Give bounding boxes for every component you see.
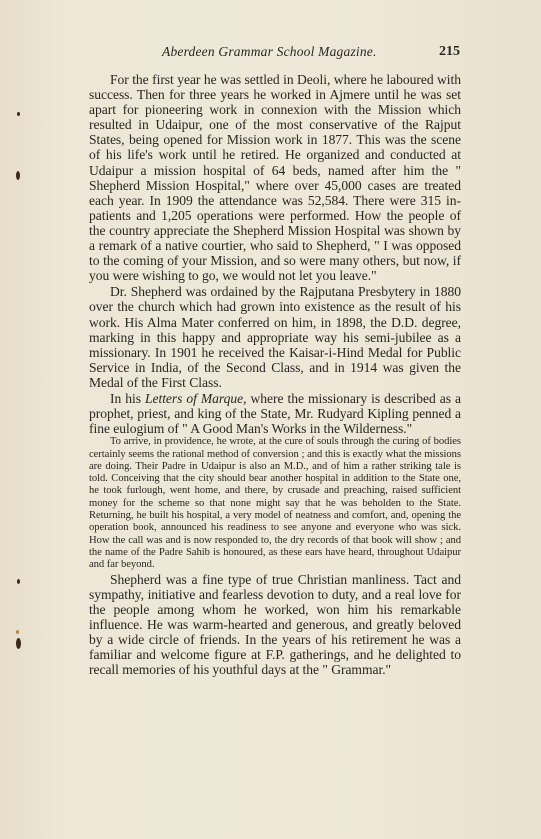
margin-speck [16, 630, 19, 634]
paragraph-letters-of-marque [89, 391, 461, 436]
kipling-quote: To arrive, in providence, he wrote, at the cure of souls through the curing of bodies certainly seems the rational method of conversion ; and this is exactly what the missions are doing. Their Padre in Udaipur is also an M.D., and of him a rather striking tale is told. Conceiving that the city should bear another hospital in addition to the State one, he took furlough, went home, and there, by crusade and preaching, raised sufficient money for the scheme so that none might say that he was beholden to the State. Returning, he built his hospital, a very model of neatness and comfort, and, opening the operation book, announced his readiness to see anyone and everyone who was sick. How the call was and is now responded to, the dry records of that book will show ; and the name of the Padre Sahib is honoured, as these ears have heard, throughout Udaipur and far beyond. [89, 436, 461, 571]
article-body [89, 72, 461, 677]
paragraph-ordination: Dr. Shepherd was ordained by the Rajputana Presbytery in 1880 over the church which had grown into existence as the result of his work. His Alma Mater conferred on him, in 1898, the D.D. degree, marking in this happy and appropriate way his semi-jubilee as a missionary. In 1901 he received the Kaisar-i-Hind Medal for Public Service in India, of the Second Class, and in 1914 was given the Medal of the First Class. [89, 284, 461, 390]
book-title: Letters of Marque [144, 390, 244, 406]
running-title: Aberdeen Grammar School Magazine. [162, 44, 377, 59]
margin-speck [17, 112, 20, 116]
marque-text-after: , where the missionary is described as a prophet, priest, and king of the State, Mr. Rudyard Kipling penned a fine eulogium of " A Good Man's Works in the Wilderness." [89, 390, 461, 437]
margin-speck [16, 171, 20, 180]
marque-text-before: In his [110, 390, 145, 406]
paragraph-closing: Shepherd was a fine type of true Christian manliness. Tact and sympathy, initiative and fearless devotion to duty, and a real love for the people among whom he worked, won him his remarkable influence. He was warm-hearted and generous, and greatly beloved by a wide circle of friends. In the years of his retirement he was a familiar and welcome figure at F.P. gatherings, and he delighted to recall memories of his youthful days at the " Grammar." [89, 571, 461, 678]
margin-speck [16, 638, 21, 649]
page-header [108, 44, 460, 64]
margin-speck [17, 579, 20, 584]
paragraph-deoli: For the first year he was settled in Deoli, where he laboured with success. Then for three years he worked in Ajmere until he was set apart for pioneering work in connexion with the Mission which resulted in Udaipur, one of the most conservative of the Rajput States, being opened for Mission work in 1877. This was the scene of his life's work until he retired. He organized and conducted at Udaipur a mission hospital of 64 beds, named after him the " Shepherd Mission Hospital," where over 45,000 cases are treated each year. In 1909 the attendance was 52,584. There were 315 in-patients and 1,205 operations were performed. How the people of the country appreciate the Shepherd Mission Hospital was shown by a remark of a native courtier, who said to Shepherd, " I was opposed to the coming of your Mission, and so were many others, but now, if you were wishing to go, we would not let you leave." [89, 72, 461, 284]
page-number: 215 [439, 44, 460, 59]
